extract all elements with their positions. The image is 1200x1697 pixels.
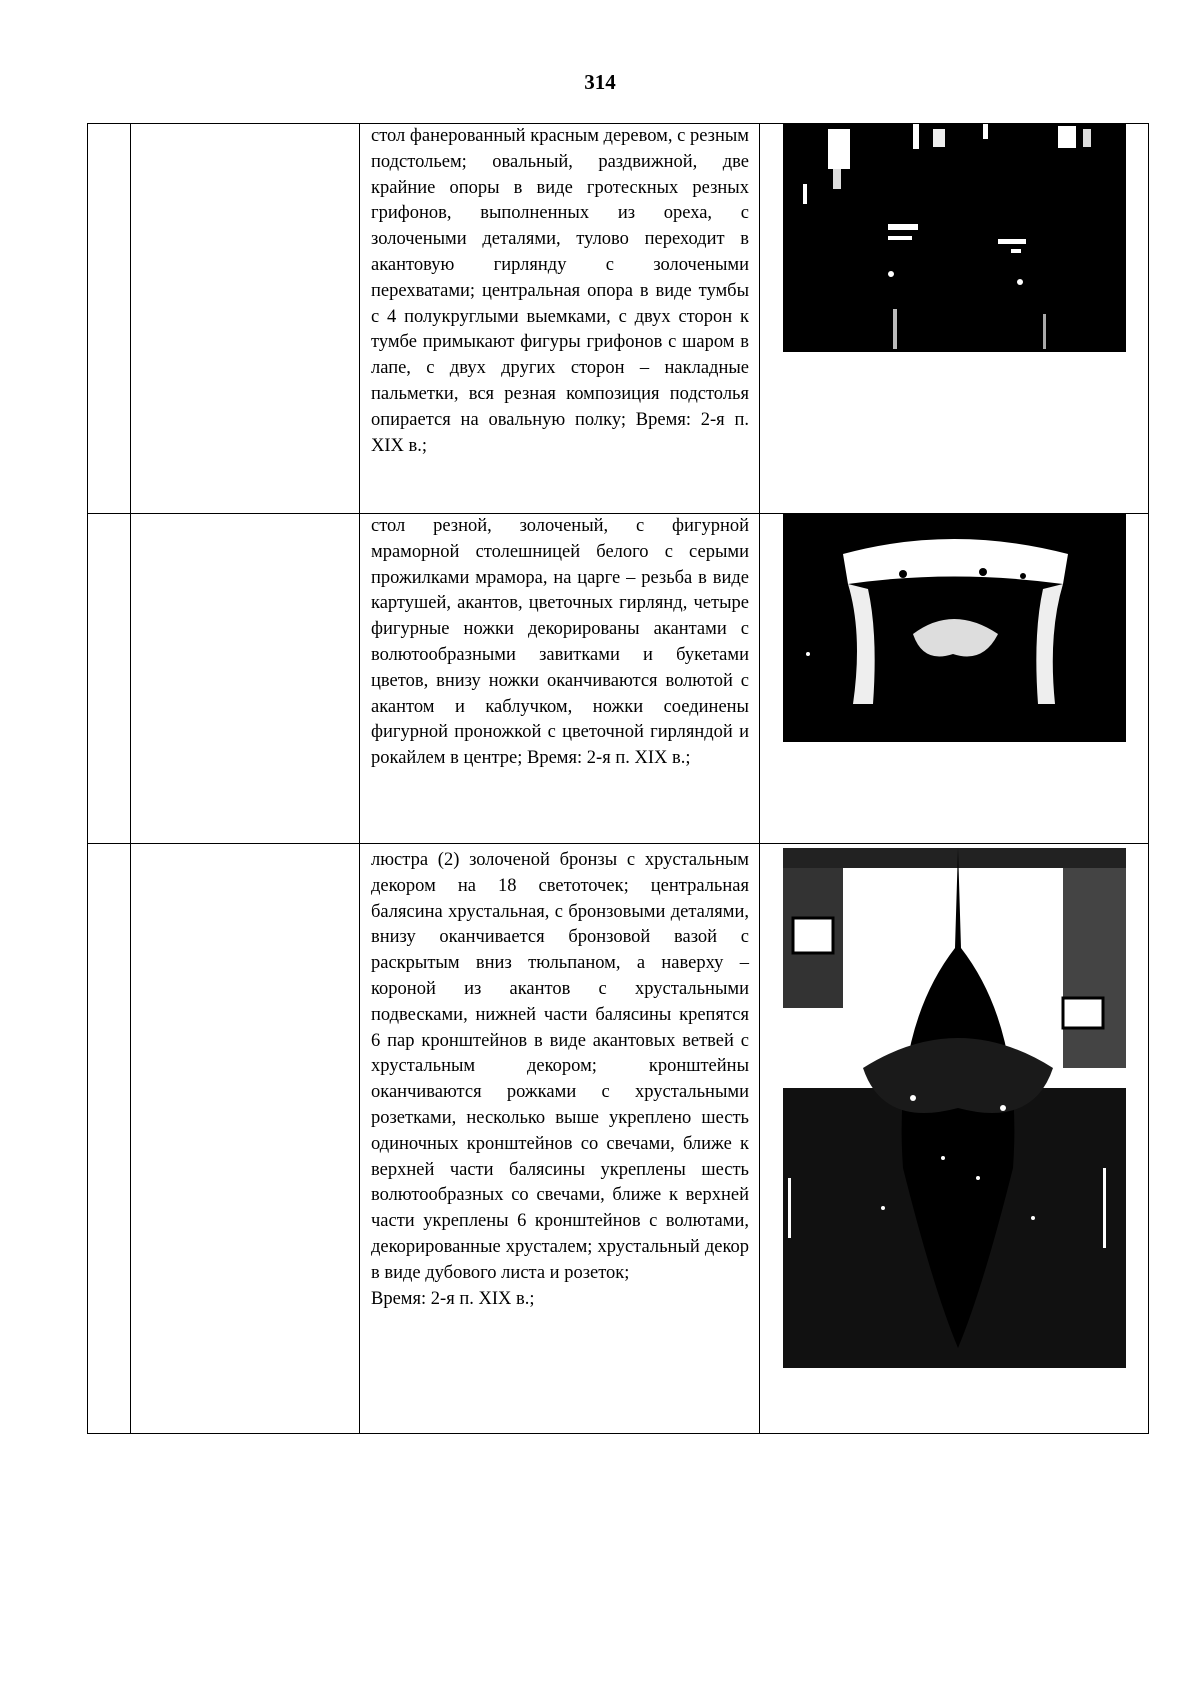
- number-cell: [88, 514, 131, 844]
- name-cell: [131, 514, 360, 844]
- table-row: [88, 514, 1149, 844]
- photo-cell: [760, 124, 1149, 514]
- description-text: стол фанерованный красным деревом, с резным подстольем; овальный, раздвижной, две крайние опоры в виде гротескных резных грифонов, выполненных из ореха, с золочеными деталями, тулово переходит в акантовую гирлянду с золочеными перехватами; центральная опора в виде тумбы с 4 полукруглыми выемками, с двух сторон к тумбе примыкают фигуры грифонов с шаром в лапе, с двух других сторон – накладные пальметки, вся резная композиция подстолья опирается на овальную полку; Время: 2-я п. XIX в.;: [371, 126, 749, 456]
- description-cell: [360, 124, 760, 514]
- photo-cell: [760, 844, 1149, 1434]
- table-photo: [783, 124, 1126, 352]
- description-text: стол резной, золоченый, с фигурной мраморной столешницей белого с серыми прожилками мрамора, на царге – резьба в виде картушей, акантов, цветочных гирлянд, четыре фигурные ножки декорированы акантами с волютообразными завитками и букетами цветов, внизу ножки оканчиваются волютой с акантом и каблучком, ножки соединены фигурной проножкой с цветочной гирляндой и рокайлем в центре; Время: 2-я п. XIX в.;: [371, 516, 749, 769]
- table-row: [88, 124, 1149, 514]
- page-number: 314: [584, 70, 616, 94]
- objects-table: [87, 123, 1149, 1434]
- description-cell: [360, 844, 760, 1434]
- number-cell: [88, 844, 131, 1434]
- name-cell: [131, 124, 360, 514]
- name-cell: [131, 844, 360, 1434]
- description-cell: [360, 514, 760, 844]
- console-table-photo: [783, 514, 1126, 742]
- description-text: люстра (2) золоченой бронзы с хрустальным декором на 18 светоточек; центральная балясина хрустальная, с бронзовыми деталями, внизу оканчивается бронзовой вазой с раскрытым вниз тюльпаном, а наверху – короной из акантов с хрустальными подвесками, нижней части балясины крепятся 6 пар кронштейнов в виде акантовых ветвей с хрустальным декором; кронштейны оканчиваются рожками с хрустальными розетками, несколько выше укреплено шесть одиночных кронштейнов со свечами, ближе к верхней части балясины укреплены шесть волютообразных со свечами, ближе к верхней части укреплены 6 кронштейнов с волютами, декорированные хрусталем; хрустальный декор в виде дубового листа и розеток; Время: 2-я п. XIX в.;: [371, 850, 749, 1309]
- table-row: [88, 844, 1149, 1434]
- photo-cell: [760, 514, 1149, 844]
- number-cell: [88, 124, 131, 514]
- chandelier-photo: [783, 848, 1126, 1368]
